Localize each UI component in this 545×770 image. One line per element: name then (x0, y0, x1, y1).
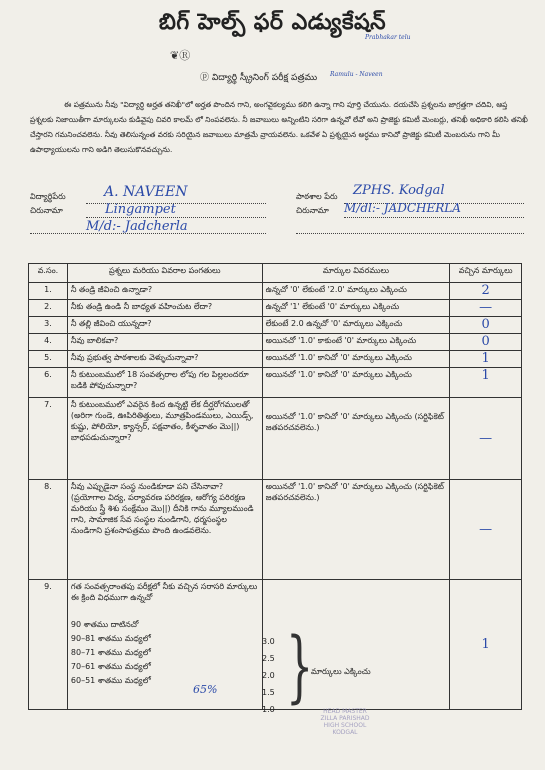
table-header-row (29, 264, 522, 283)
col-header-number: వ.సం. (29, 264, 68, 283)
subtitle-prefix: ⓟ (200, 73, 210, 83)
range-item: 90 శాతము దాటినచో (70, 620, 139, 629)
student-address-line-1 (86, 217, 266, 218)
row-marks-rule: లేకుంటే 2.0 ఉన్నచో '0' మార్కులు ఎక్కించు (262, 317, 450, 334)
range-item: 70–61 శాతము మధ్యలో (70, 662, 151, 671)
brace-icon: } (286, 622, 314, 712)
school-name-label: పాఠశాల పేరు (296, 192, 338, 201)
row-score[interactable]: 1 (450, 368, 522, 398)
form-subtitle (200, 70, 317, 85)
row-marks-rule: అయినచో '1.0' కానిచో '0' మార్కులు ఎక్కించు (262, 351, 450, 368)
col-header-marks-details: మార్కుల వివరములు (262, 264, 450, 283)
scale-label: మార్కులు ఎక్కించు (311, 667, 371, 676)
row-marks-rule: అయినచో '1.0' కానిచో '0' మార్కులు ఎక్కించు (262, 368, 450, 398)
range-item: 90–81 శాతము మధ్యలో (70, 634, 151, 643)
instructions-text: ఈ పత్రమును నీవు "విద్యార్థి అర్హత తనిఖీ"లో అర్హత పొందిన గాని, అంగవైకల్యము కలిగి ఉన్నా గాని పూర్తి చేయును. దయచేసి ప్రశ్నలను జాగ్రత్తగా చదివి, ఆప్త ప్రశ్నలకు నిజాయితీగా మార్కులను కుడివైపు చివరి కాలమ్ లో నింపవలెను. నీ జవాబులు అన్నింటిని సరిగా ఉన్నవో లేవో అని ప్రాజెక్టు కమిటీ మెంబర్లు, తనిఖీ అధికారి కలిసి తనిఖీ చేస్తారని గమనించవలెను. నీవు తెలిసున్నంత వరకు సరియైన జవాబులు మాత్రమే వ్రాయవలెను. ఒకవేళ ఏ ప్రశ్నయైన అర్ధము కానిచో ప్రాజెక్టు కమిటీ మెంబరును గాని మీ ఉపాధ్యాయులను గాని అడిగి తెలుసుకొనవచ్చును. (30, 100, 528, 154)
row-score[interactable]: — (450, 398, 522, 480)
percentage-ranges (71, 618, 259, 688)
school-address-line (344, 217, 524, 218)
stamp-line: HEAD MASTER (323, 708, 367, 715)
row-marks-rule: ఉన్నచో '0' లేకుంటే '2.0' మార్కులు ఎక్కించు (262, 283, 450, 300)
row-marks-rule: అయినచో '1.0' కానిచో '0' మార్కులు ఎక్కించు (సర్టిఫికెట్ జతపరచవలెను.) (262, 480, 450, 580)
row-question: నీవు ప్రభుత్వ పాఠశాలకు వెళ్ళుచున్నావా? (67, 351, 262, 368)
student-address-line2[interactable]: M/d:- Jadcherla (86, 219, 188, 234)
range-item: 60–51 శాతము మధ్యలో (70, 676, 151, 685)
row-score[interactable]: 2 (450, 283, 522, 300)
row-score[interactable]: — (450, 480, 522, 580)
form-title: బిగ్ హెల్ప్ ఫర్ ఎడ్యుకేషన్ (158, 10, 387, 35)
row-number: 6. (29, 368, 68, 398)
row-number: 9. (29, 580, 68, 710)
table-row (29, 351, 522, 368)
marks-scale (262, 633, 282, 718)
handwritten-sub-note: Ramulu - Naveen (330, 71, 383, 78)
range-item: 80–71 శాతము మధ్యలో (70, 648, 151, 657)
logo-icon: ❦Ⓡ (170, 49, 191, 62)
row-question: గత సంవత్సరాంతపు పరీక్షలో నీకు వచ్చిన సరాసరి మార్కులు ఈ క్రింది విధముగా ఉన్నచో (70, 582, 258, 602)
col-header-question: ప్రశ్నలు మరియు వివరాల పంగతులు (67, 264, 262, 283)
row-question-with-ranges (67, 580, 262, 710)
row-question: నీకు తండ్రి ఉండి నీ బాధ్యత వహించుట లేదా? (67, 300, 262, 317)
row-number: 3. (29, 317, 68, 334)
row-score[interactable]: — (450, 300, 522, 317)
table-row (29, 480, 522, 580)
row-question: నీవు బాలికవా? (67, 334, 262, 351)
table-row (29, 283, 522, 300)
row-question: నీ కుటుంబములో 18 సంవత్సరాల లోపు గల పిల్లలందరూ బడికి పోవుచున్నారా? (67, 368, 262, 398)
row-number: 5. (29, 351, 68, 368)
stamp-line: ZILLA PARISHAD (320, 715, 370, 722)
row-marks-rule: అయినచో '1.0' కానిచో '0' మార్కులు ఎక్కించు (సర్టిఫికెట్ జతపరచవలెను.) (262, 398, 450, 480)
scale-value: 2.5 (262, 654, 275, 663)
row-marks-rule: అయినచో '1.0' కాకుంటే '0' మార్కులు ఎక్కించు (262, 334, 450, 351)
row-question: నీ కుటుంబములో ఎవరైన కింద ఉన్నట్టి లేక దీర్ఘరోగములతో (అరిగా గుండె, ఊపిరితిత్తులు, మూత్రపిండములు, ఎయిడ్స్, కుష్టు, పోలియో, క్యాన్సర్, పక్షవాతం, కీళ్ళవాతం మొ||) బాధపడుచున్నారా? (67, 398, 262, 480)
row-score[interactable]: 1 (450, 351, 522, 368)
row-number: 4. (29, 334, 68, 351)
school-name-value[interactable]: ZPHS. Kodgal (353, 183, 445, 198)
row-question: నీ తల్లి జీవించి యున్నదా? (67, 317, 262, 334)
row-question: నీవు ఎప్పుడైనా సంస్థ నుండికూడా పని చేసినావా? (ప్రయోగాల విద్య, పర్యావరణ పరిరక్షణ, ఆరోగ్య పరిరక్షణ మరియు స్త్రీ శిశు సంక్షేమం మొ||) దీనికి గాను మ్యూలముండి గాని, సామాజిక సేవ సంస్థల నుండిగాని, ధర్మసంస్థల నుండిగాని ప్రశంసాపత్రము పొంది ఉండవలెను. (67, 480, 262, 580)
school-address-value[interactable]: M/dl:- JADCHERLA (344, 201, 461, 215)
scale-value: 3.0 (262, 637, 275, 646)
row-marks-rule: ఉన్నచో '1' లేకుంటే '0' మార్కులు ఎక్కించు (262, 300, 450, 317)
school-address-line-2 (296, 233, 524, 234)
instructions-paragraph (30, 97, 530, 157)
table-row (29, 398, 522, 480)
table-row (29, 334, 522, 351)
row-number: 8. (29, 480, 68, 580)
scale-value: 1.0 (262, 705, 275, 714)
stamp-line: HIGH SCHOOL (323, 722, 367, 729)
table-row (29, 300, 522, 317)
handwritten-note: Prabhakar telu (365, 34, 411, 41)
col-header-marks-obtained: వచ్చిన మార్కులు (450, 264, 522, 283)
row-question: నీ తండ్రి జీవించి ఉన్నాడా? (67, 283, 262, 300)
row-score[interactable]: 1 (450, 580, 522, 710)
school-stamp (300, 708, 390, 736)
student-name-label: విద్యార్థిపేరు (30, 192, 66, 201)
student-address-line1[interactable]: Lingampet (105, 202, 176, 217)
row-score[interactable]: 0 (450, 334, 522, 351)
table-row (29, 368, 522, 398)
table-row (29, 317, 522, 334)
row-number: 1. (29, 283, 68, 300)
student-address-label: చిరునామా (30, 206, 63, 215)
handwritten-percent: 65% (193, 683, 218, 696)
subtitle-text: విద్యార్థి స్క్రీనింగ్ పరీక్ష పత్రము (211, 73, 318, 83)
stamp-line: KODGAL (332, 729, 358, 736)
scale-value: 1.5 (262, 688, 275, 697)
row-number: 2. (29, 300, 68, 317)
scale-value: 2.0 (262, 671, 275, 680)
row-number: 7. (29, 398, 68, 480)
row-score[interactable]: 0 (450, 317, 522, 334)
student-name-value[interactable]: A. NAVEEN (104, 184, 188, 200)
school-address-label: చిరునామా (296, 206, 329, 215)
